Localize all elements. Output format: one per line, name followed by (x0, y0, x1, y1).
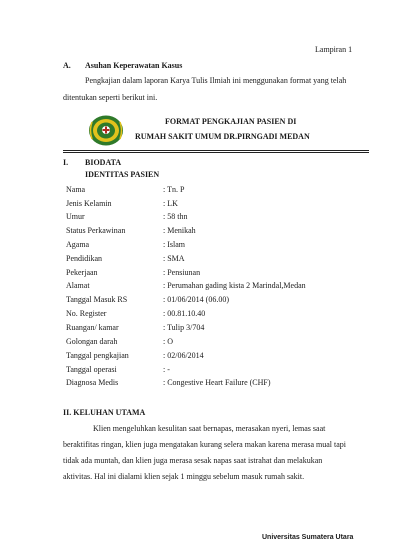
biodata-label: Pendidikan (66, 254, 102, 263)
biodata-value: : O (163, 337, 173, 346)
biodata-label: Golongan darah (66, 337, 118, 346)
biodata-value: : SMA (163, 254, 185, 263)
footer-university: Universitas Sumatera Utara (262, 534, 354, 541)
section-ii-line2: beraktifitas ringan, klien juga mengatakan kurang selera makan karena merasa mual tapi (63, 440, 346, 449)
section-a-paragraph-line2: ditentukan seperti berikut ini. (63, 93, 158, 102)
section-ii-line3: tidak ada muntah, dan klien juga merasa sesak napas saat istrahat dan melakukan (63, 456, 323, 465)
biodata-value: : Tulip 3/704 (163, 323, 205, 332)
biodata-label: Jenis Kelamin (66, 199, 112, 208)
section-i-number: I. (63, 158, 69, 167)
biodata-label: Diagnosa Medis (66, 378, 119, 387)
hospital-emblem-icon (86, 113, 126, 148)
divider-top (63, 150, 369, 151)
biodata-row (66, 365, 366, 375)
biodata-value: : Perumahan gading kista 2 Marindal,Medan (163, 281, 306, 290)
biodata-row (66, 254, 366, 264)
form-title-line1: FORMAT PENGKAJIAN PASIEN DI (165, 117, 297, 126)
biodata-label: Status Perkawinan (66, 226, 126, 235)
biodata-label: No. Register (66, 309, 107, 318)
lampiran-label: Lampiran 1 (315, 45, 353, 54)
biodata-row (66, 309, 366, 319)
biodata-value: : 01/06/2014 (06.00) (163, 295, 229, 304)
biodata-value: : Congestive Heart Failure (CHF) (163, 378, 271, 387)
section-a-title: Asuhan Keperawatan Kasus (85, 61, 183, 70)
biodata-label: Pekerjaan (66, 268, 98, 277)
biodata-value: : 02/06/2014 (163, 351, 204, 360)
biodata-label: Tanggal operasi (66, 365, 117, 374)
biodata-label: Nama (66, 185, 86, 194)
biodata-label: Umur (66, 212, 85, 221)
biodata-label: Ruangan/ kamar (66, 323, 119, 332)
biodata-value: : - (163, 365, 170, 374)
biodata-row (66, 281, 366, 291)
biodata-value: : 00.81.10.40 (163, 309, 206, 318)
biodata-value: : LK (163, 199, 178, 208)
biodata-row (66, 378, 366, 388)
biodata-row (66, 268, 366, 278)
section-a-letter: A. (63, 61, 71, 70)
section-ii-line1: Klien mengeluhkan kesulitan saat bernapas, merasakan nyeri, lemas saat (93, 424, 326, 433)
biodata-row (66, 351, 366, 361)
biodata-value: : Islam (163, 240, 185, 249)
biodata-row (66, 295, 366, 305)
biodata-label: Alamat (66, 281, 90, 290)
section-i-title: BIODATA (85, 158, 122, 167)
section-i-subtitle: IDENTITAS PASIEN (85, 170, 160, 179)
biodata-value: : 58 thn (163, 212, 188, 221)
biodata-row (66, 199, 366, 209)
biodata-row (66, 240, 366, 250)
biodata-label: Tanggal pengkajian (66, 351, 129, 360)
biodata-row (66, 185, 366, 195)
biodata-label: Agama (66, 240, 90, 249)
biodata-label: Tanggal Masuk RS (66, 295, 128, 304)
form-title-line2: RUMAH SAKIT UMUM DR.PIRNGADI MEDAN (135, 132, 310, 141)
biodata-row (66, 226, 366, 236)
biodata-row (66, 212, 366, 222)
biodata-value: : Tn. P (163, 185, 185, 194)
biodata-value: : Menikah (163, 226, 196, 235)
section-ii-line4: aktivitas. Hal ini dialami klien sejak 1 minggu sebelum masuk rumah sakit. (63, 472, 305, 481)
divider-bottom (63, 152, 369, 153)
section-ii-title: II. KELUHAN UTAMA (63, 408, 146, 417)
section-a-paragraph-line1: Pengkajian dalam laporan Karya Tulis Ilmiah ini menggunakan format yang telah (85, 76, 347, 85)
biodata-value: : Pensiunan (163, 268, 201, 277)
biodata-row (66, 337, 366, 347)
biodata-row (66, 323, 366, 333)
